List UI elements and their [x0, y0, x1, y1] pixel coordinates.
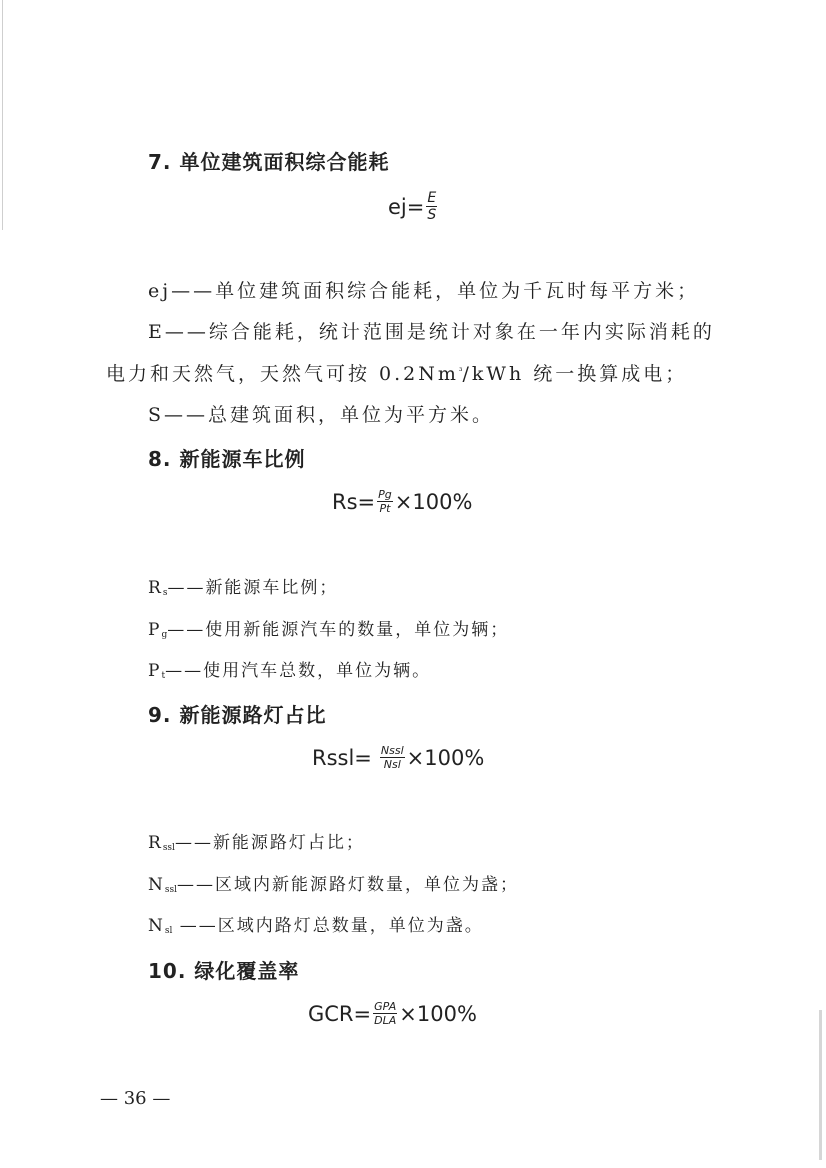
symbol: P [148, 661, 162, 681]
definition-pg [148, 615, 509, 640]
formula-suffix: ×100% [399, 1001, 477, 1026]
formula-lhs: GCR= [308, 1001, 372, 1026]
formula-fraction [373, 1000, 397, 1027]
symbol: N [148, 875, 165, 895]
formula-rssl [312, 744, 484, 771]
definition-text: ——使用汽车总数，单位为辆。 [165, 661, 432, 681]
formula-fraction [426, 190, 437, 223]
definition-text: ——新能源路灯占比； [174, 833, 365, 853]
definition-text: ——使用新能源汽车的数量，单位为辆； [167, 620, 510, 640]
fraction-denominator: Nsl [383, 758, 401, 771]
formula-fraction [380, 744, 405, 771]
fraction-denominator: S [427, 207, 437, 223]
formula-lhs: ej= [388, 194, 425, 219]
definition-text: ——区域内新能源路灯数量，单位为盏； [177, 875, 519, 895]
scan-edge-left [2, 0, 3, 230]
formula-rs [332, 488, 472, 515]
definition-nssl [148, 870, 519, 895]
definition-e: E——综合能耗，统计范围是统计对象在一年内实际消耗的 [148, 321, 715, 343]
section-heading-10: 10. 绿化覆盖率 [148, 959, 300, 983]
definition-e-cont [106, 359, 687, 386]
fraction-numerator: Pg [378, 488, 392, 501]
definition-text: ——区域内路灯总数量，单位为盏。 [172, 916, 484, 936]
subscript: t [161, 671, 166, 681]
definition-s: S——总建筑面积，单位为平方米。 [148, 404, 495, 426]
section-heading-9: 9. 新能源路灯占比 [148, 703, 327, 727]
subscript: ssl [162, 843, 175, 853]
formula-suffix: ×100% [406, 745, 485, 770]
superscript: ³ [458, 367, 463, 377]
definition-text: 电力和天然气，天然气可按 0.2Nm [106, 363, 459, 385]
fraction-denominator: DLA [374, 1014, 397, 1027]
definition-text: ——新能源车比例； [167, 578, 339, 598]
fraction-numerator: E [427, 190, 437, 206]
fraction-numerator: GPA [374, 1000, 397, 1013]
definition-text: /kWh 统一换算成电； [462, 363, 688, 385]
fraction-denominator: Pt [379, 502, 391, 515]
formula-fraction [377, 488, 393, 515]
formula-ej [388, 190, 439, 223]
symbol: R [148, 833, 163, 853]
fraction-numerator: Nssl [380, 744, 404, 757]
symbol: N [148, 916, 165, 936]
definition-pt [148, 656, 431, 681]
scan-edge-right [819, 1010, 822, 1160]
formula-lhs: Rssl= [312, 745, 372, 770]
formula-lhs: Rs= [332, 489, 376, 514]
page-number: — 36 — [100, 1088, 171, 1109]
definition-nsl [148, 911, 484, 936]
definition-ej: ej——单位建筑面积综合能耗，单位为千瓦时每平方米； [148, 280, 700, 302]
formula-suffix: ×100% [394, 489, 473, 514]
definition-rssl [148, 828, 365, 853]
formula-gcr [308, 1000, 477, 1027]
subscript: sl [164, 926, 173, 936]
symbol: P [148, 620, 162, 640]
subscript: g [161, 630, 168, 640]
definition-rs [148, 573, 338, 598]
section-heading-7: 7. 单位建筑面积综合能耗 [148, 150, 390, 174]
section-heading-8: 8. 新能源车比例 [148, 447, 306, 471]
subscript: ssl [164, 885, 177, 895]
subscript: s [162, 588, 168, 598]
symbol: R [148, 578, 163, 598]
